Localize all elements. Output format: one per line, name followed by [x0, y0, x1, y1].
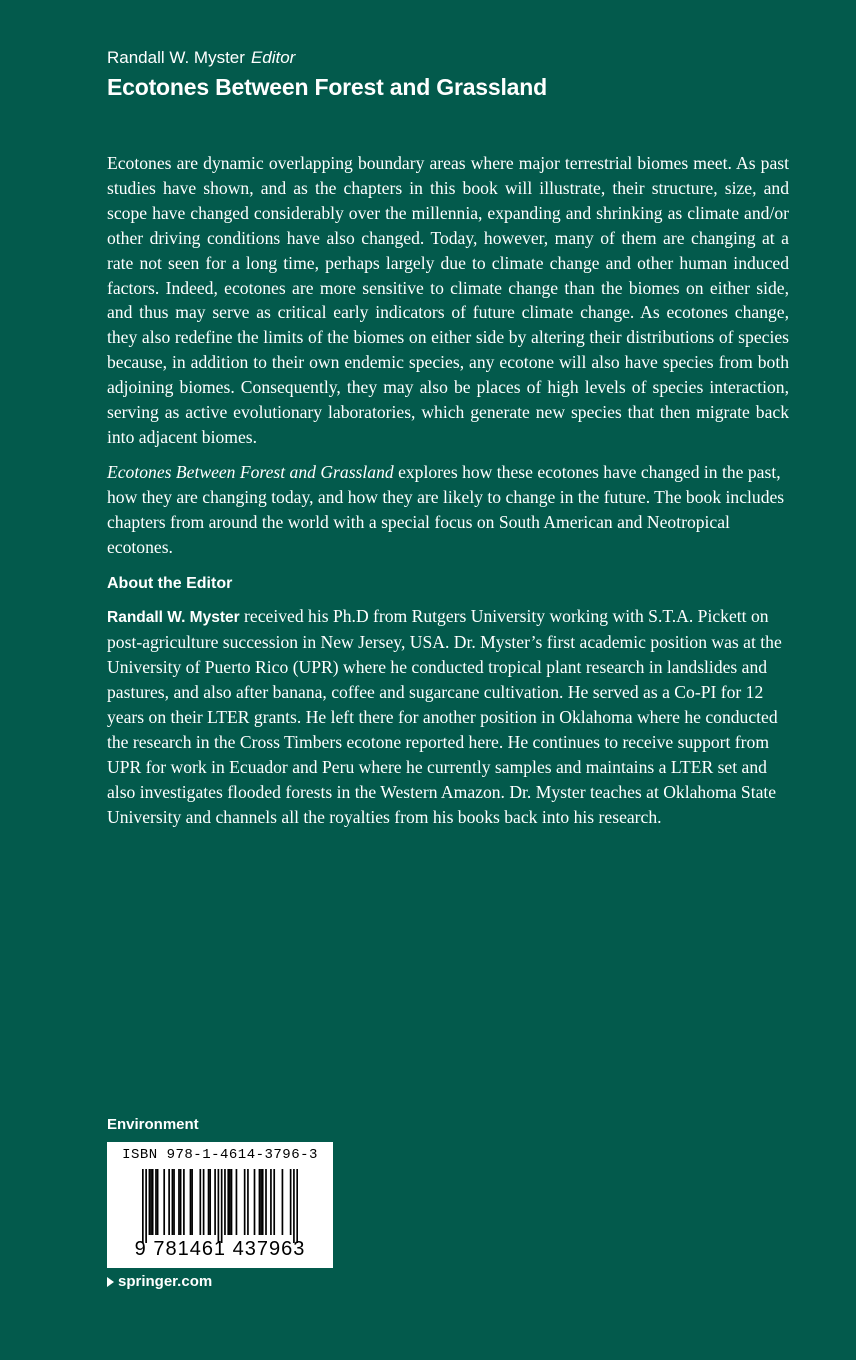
editor-bio-paragraph — [107, 604, 789, 830]
barcode-bar — [293, 1169, 295, 1243]
barcode-bar — [229, 1169, 231, 1235]
bio-editor-name: Randall W. Myster — [107, 608, 240, 626]
barcode-bar — [208, 1169, 210, 1235]
ean-digits: 9 781461 437963 — [134, 1238, 306, 1260]
arrow-right-icon — [107, 1277, 114, 1287]
barcode-bar — [203, 1169, 205, 1235]
subject-category: Environment — [107, 1116, 199, 1133]
barcode-bar — [142, 1169, 144, 1243]
barcode-bar — [163, 1169, 165, 1235]
barcode-bar — [155, 1169, 157, 1235]
barcode-bar — [178, 1169, 180, 1235]
barcode-block — [107, 1142, 333, 1268]
barcode-bar — [290, 1169, 292, 1235]
bio-text: received his Ph.D from Rutgers University working with S.T.A. Pickett on post-agriculture succession in New Jersey, USA. Dr. Myster’s first academic position was at the University of Puerto Rico (UPR) where he conducted tropical plant research in landslides and pastures, and also after banana, coffee and sugarcane cultivation. He served as a Co-PI for 12 years on their LTER grants. He left there for another position in Oklahoma where he conducted the research in the Cross Timbers ecotone reported here. He continues to receive support from UPR for work in Ecuador and Peru where he currently samples and maintains a LTER set and also investigates flooded forests in the Western Amazon. Dr. Myster teaches at Oklahoma State University and channels all the royalties from his books back into his research. — [107, 605, 782, 827]
barcode-bar — [214, 1169, 216, 1235]
barcode-bar — [191, 1169, 193, 1235]
publisher-url-text[interactable]: springer.com — [118, 1273, 213, 1290]
barcode-bar — [254, 1169, 256, 1235]
barcode-bar — [150, 1169, 152, 1235]
barcode-bar — [260, 1169, 262, 1235]
scope-text: explores how these ecotones have changed in the past, how they are changing today, and how they are likely to change in the future. The book includes chapters from around the world with a special focus on South American and Neotropical ecotones. — [107, 461, 785, 557]
barcode-bar — [157, 1169, 159, 1235]
barcode-bar — [149, 1169, 151, 1235]
barcode-bar — [247, 1169, 249, 1235]
back-cover-text — [107, 151, 789, 840]
barcode-bar — [244, 1169, 246, 1235]
barcode-bar — [270, 1169, 272, 1235]
barcode-bar — [282, 1169, 284, 1235]
editor-name: Randall W. Myster — [107, 48, 245, 67]
barcode-bar — [221, 1169, 223, 1243]
barcode-bars — [142, 1169, 298, 1243]
barcode-bar — [227, 1169, 229, 1235]
barcode-bar — [152, 1169, 154, 1235]
barcode-bar — [190, 1169, 192, 1235]
barcode-bar — [199, 1169, 201, 1235]
editor-role: Editor — [250, 48, 296, 67]
barcode-bar — [236, 1169, 238, 1235]
barcode-bar — [259, 1169, 261, 1235]
italic-book-title: Ecotones Between Forest and Grassland — [107, 461, 394, 482]
barcode-bar — [262, 1169, 264, 1235]
barcode-bar — [273, 1169, 275, 1235]
publisher-url[interactable] — [107, 1273, 212, 1290]
isbn-label: ISBN 978-1-4614-3796-3 — [122, 1147, 318, 1163]
barcode-bar — [180, 1169, 182, 1235]
barcode-bar — [168, 1169, 170, 1235]
barcode-bar — [218, 1169, 220, 1243]
book-title: Ecotones Between Forest and Grassland — [107, 74, 547, 100]
description-paragraph: Ecotones are dynamic overlapping boundary areas where major terrestrial biomes meet. As past studies have shown, and as the chapters in this book will illustrate, their structure, size, and scope have changed considerably over the millennia, expanding and shrinking as climate and/or other driving conditions have also changed. Today, however, many of them are changing at a rate not seen for a long time, perhaps largely due to climate change and other human induced factors. Indeed, ecotones are more sensitive to climate change than the biomes on either side, and thus may serve as critical early indicators of future climate change. As ecotones change, they also redefine the limits of the biomes on either side by altering their distributions of species because, in addition to their own endemic species, any ecotone will also have species from both adjoining biomes. Consequently, they may also be places of high levels of species interaction, serving as active evolutionary laboratories, which generate new species that then migrate back into adjacent biomes. — [107, 153, 789, 447]
barcode-bar — [172, 1169, 174, 1235]
barcode-bar — [209, 1169, 211, 1235]
barcode-bar — [173, 1169, 175, 1235]
barcode-bar — [145, 1169, 147, 1243]
barcode-bar — [231, 1169, 233, 1235]
editor-line — [107, 47, 807, 69]
scope-paragraph — [107, 460, 789, 560]
header — [107, 47, 807, 102]
barcode-bar — [265, 1169, 267, 1235]
barcode-bar — [183, 1169, 185, 1235]
about-editor-heading: About the Editor — [107, 574, 233, 592]
barcode-bar — [296, 1169, 298, 1243]
barcode-bar — [224, 1169, 226, 1235]
